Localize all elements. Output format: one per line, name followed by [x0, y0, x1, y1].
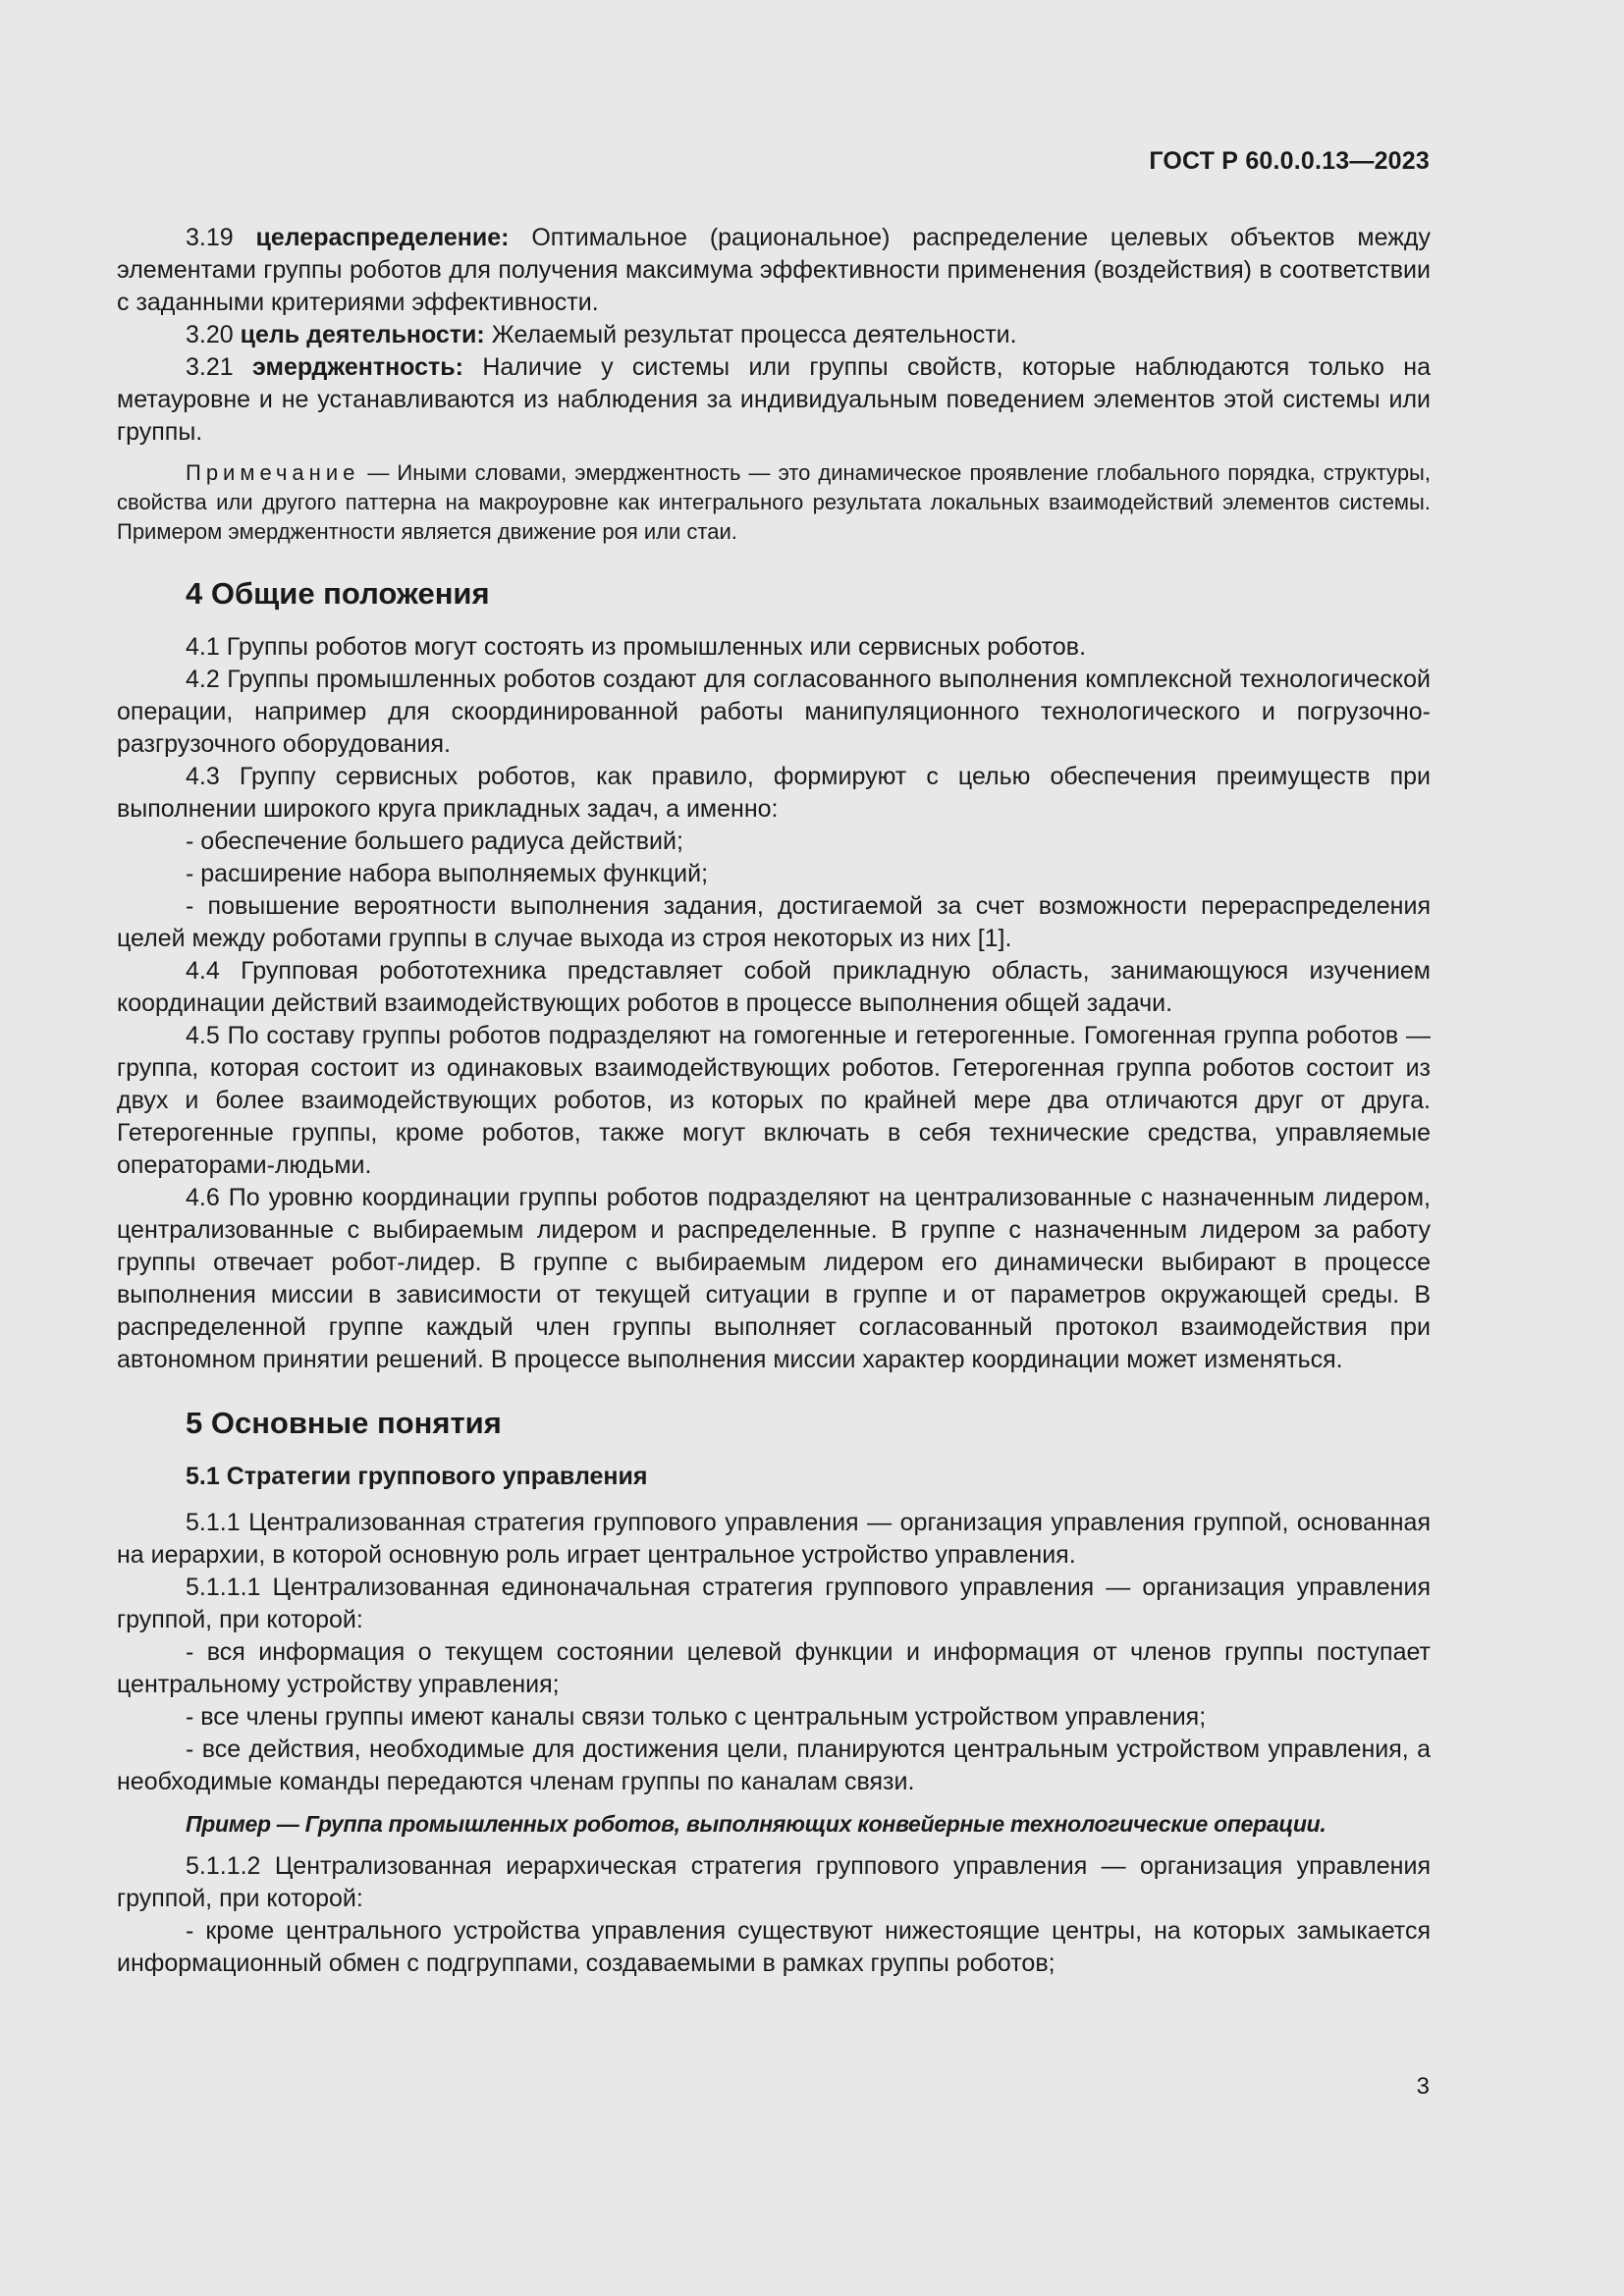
document-body [117, 222, 1431, 1980]
clause-number: 3.19 [186, 224, 234, 251]
paragraph-5-1-1-1: 5.1.1.1 Централизованная единоначальная стратегия группового управления — организация управления группой, при которой: [117, 1574, 1431, 1633]
clause-number: 3.21 [186, 353, 234, 381]
definition: Наличие у системы или группы свойств, которые наблюдаются только на метауровне и не устанавливаются из наблюдения за индивидуальным поведением элементов этой системы или группы. [117, 353, 1431, 446]
list-item: - вся информация о текущем состоянии целевой функции и информация от членов группы поступает центральному устройству управления; [117, 1638, 1431, 1698]
paragraph-5-1-1-2: 5.1.1.2 Централизованная иерархическая стратегия группового управления — организация управления группой, при которой: [117, 1852, 1431, 1912]
definition: Желаемый результат процесса деятельности. [491, 321, 1017, 348]
note-text: — Иными словами, эмерджентность — это динамическое проявление глобального порядка, структуры, свойства или другого паттерна на макроуровне как интегрального результата локальных взаимодействий элементов системы. Примером эмерджентности является движение роя или стаи. [117, 460, 1431, 544]
subsection-5-1-heading: 5.1 Стратегии группового управления [186, 1463, 648, 1490]
note [117, 458, 1431, 547]
term: эмерджентность: [252, 353, 463, 381]
paragraph-4-3: 4.3 Группу сервисных роботов, как правило, формируют с целью обеспечения преимуществ при выполнении широкого круга прикладных задач, а именно: [117, 763, 1431, 823]
paragraph-4-1: 4.1 Группы роботов могут состоять из промышленных или сервисных роботов. [186, 633, 1087, 661]
clause-number: 3.20 [186, 321, 234, 348]
section-4-heading: 4 Общие положения [186, 576, 490, 611]
page-number: 3 [1416, 2073, 1430, 2100]
list-item: - повышение вероятности выполнения задания, достигаемой за счет возможности перераспределения целей между роботами группы в случае выхода из строя некоторых из них [1]. [117, 892, 1431, 952]
note-label: Примечание [186, 460, 360, 485]
list-item: - все члены группы имеют каналы связи только с центральным устройством управления; [186, 1703, 1207, 1731]
paragraph-4-4: 4.4 Групповая робототехника представляет собой прикладную область, занимающуюся изучением координации действий взаимодействующих роботов в процессе выполнения общей задачи. [117, 957, 1431, 1017]
list-item: - обеспечение большего радиуса действий; [186, 828, 683, 855]
paragraph-3-20 [117, 319, 1431, 351]
list-item: - кроме центрального устройства управления существуют нижестоящие центры, на которых замыкается информационный обмен с подгруппами, создаваемыми в рамках группы роботов; [117, 1917, 1431, 1977]
paragraph-3-19 [117, 222, 1431, 319]
list-item: - все действия, необходимые для достижения цели, планируются центральным устройством управления, а необходимые команды передаются членам группы по каналам связи. [117, 1735, 1431, 1795]
paragraph-4-2: 4.2 Группы промышленных роботов создают для согласованного выполнения комплексной технологической операции, например для скоординированной работы манипуляционного технологического и погрузочно-разгрузочного оборудования. [117, 666, 1431, 758]
document-code: ГОСТ Р 60.0.0.13—2023 [1149, 147, 1430, 175]
paragraph-3-21 [117, 351, 1431, 449]
term: цель деятельности: [240, 321, 485, 348]
paragraph-5-1-1: 5.1.1 Централизованная стратегия группового управления — организация управления группой, основанная на иерархии, в которой основную роль играет центральное устройство управления. [117, 1509, 1431, 1569]
term: целераспределение: [255, 224, 510, 251]
section-5-heading: 5 Основные понятия [186, 1406, 502, 1440]
list-item: - расширение набора выполняемых функций; [186, 860, 709, 887]
definition: Оптимальное (рациональное) распределение целевых объектов между элементами группы роботов для получения максимума эффективности применения (воздействия) в соответствии с заданными критериями эффективности. [117, 224, 1432, 316]
paragraph-4-5: 4.5 По составу группы роботов подразделяют на гомогенные и гетерогенные. Гомогенная группа роботов — группа, которая состоит из одинаковых взаимодействующих роботов. Гетерогенная группа роботов состоит из двух и более взаимодействующих роботов, из которых по крайней мере два отличаются друг от друга. Гетерогенные группы, кроме роботов, также могут включать в себя технические средства, управляемые операторами-людьми. [117, 1022, 1431, 1179]
example: Пример — Группа промышленных роботов, выполняющих конвейерные технологические операции. [186, 1811, 1326, 1837]
paragraph-4-6: 4.6 По уровню координации группы роботов подразделяют на централизованные с назначенным лидером, централизованные с выбираемым лидером и распределенные. В группе с назначенным лидером за работу группы отвечает робот-лидер. В группе с выбираемым лидером его динамически выбирают в процессе выполнения миссии в зависимости от текущей ситуации в группе и от параметров окружающей среды. В распределенной группе каждый член группы выполняет согласованный протокол взаимодействия при автономном принятии решений. В процессе выполнения миссии характер координации может изменяться. [117, 1184, 1431, 1373]
